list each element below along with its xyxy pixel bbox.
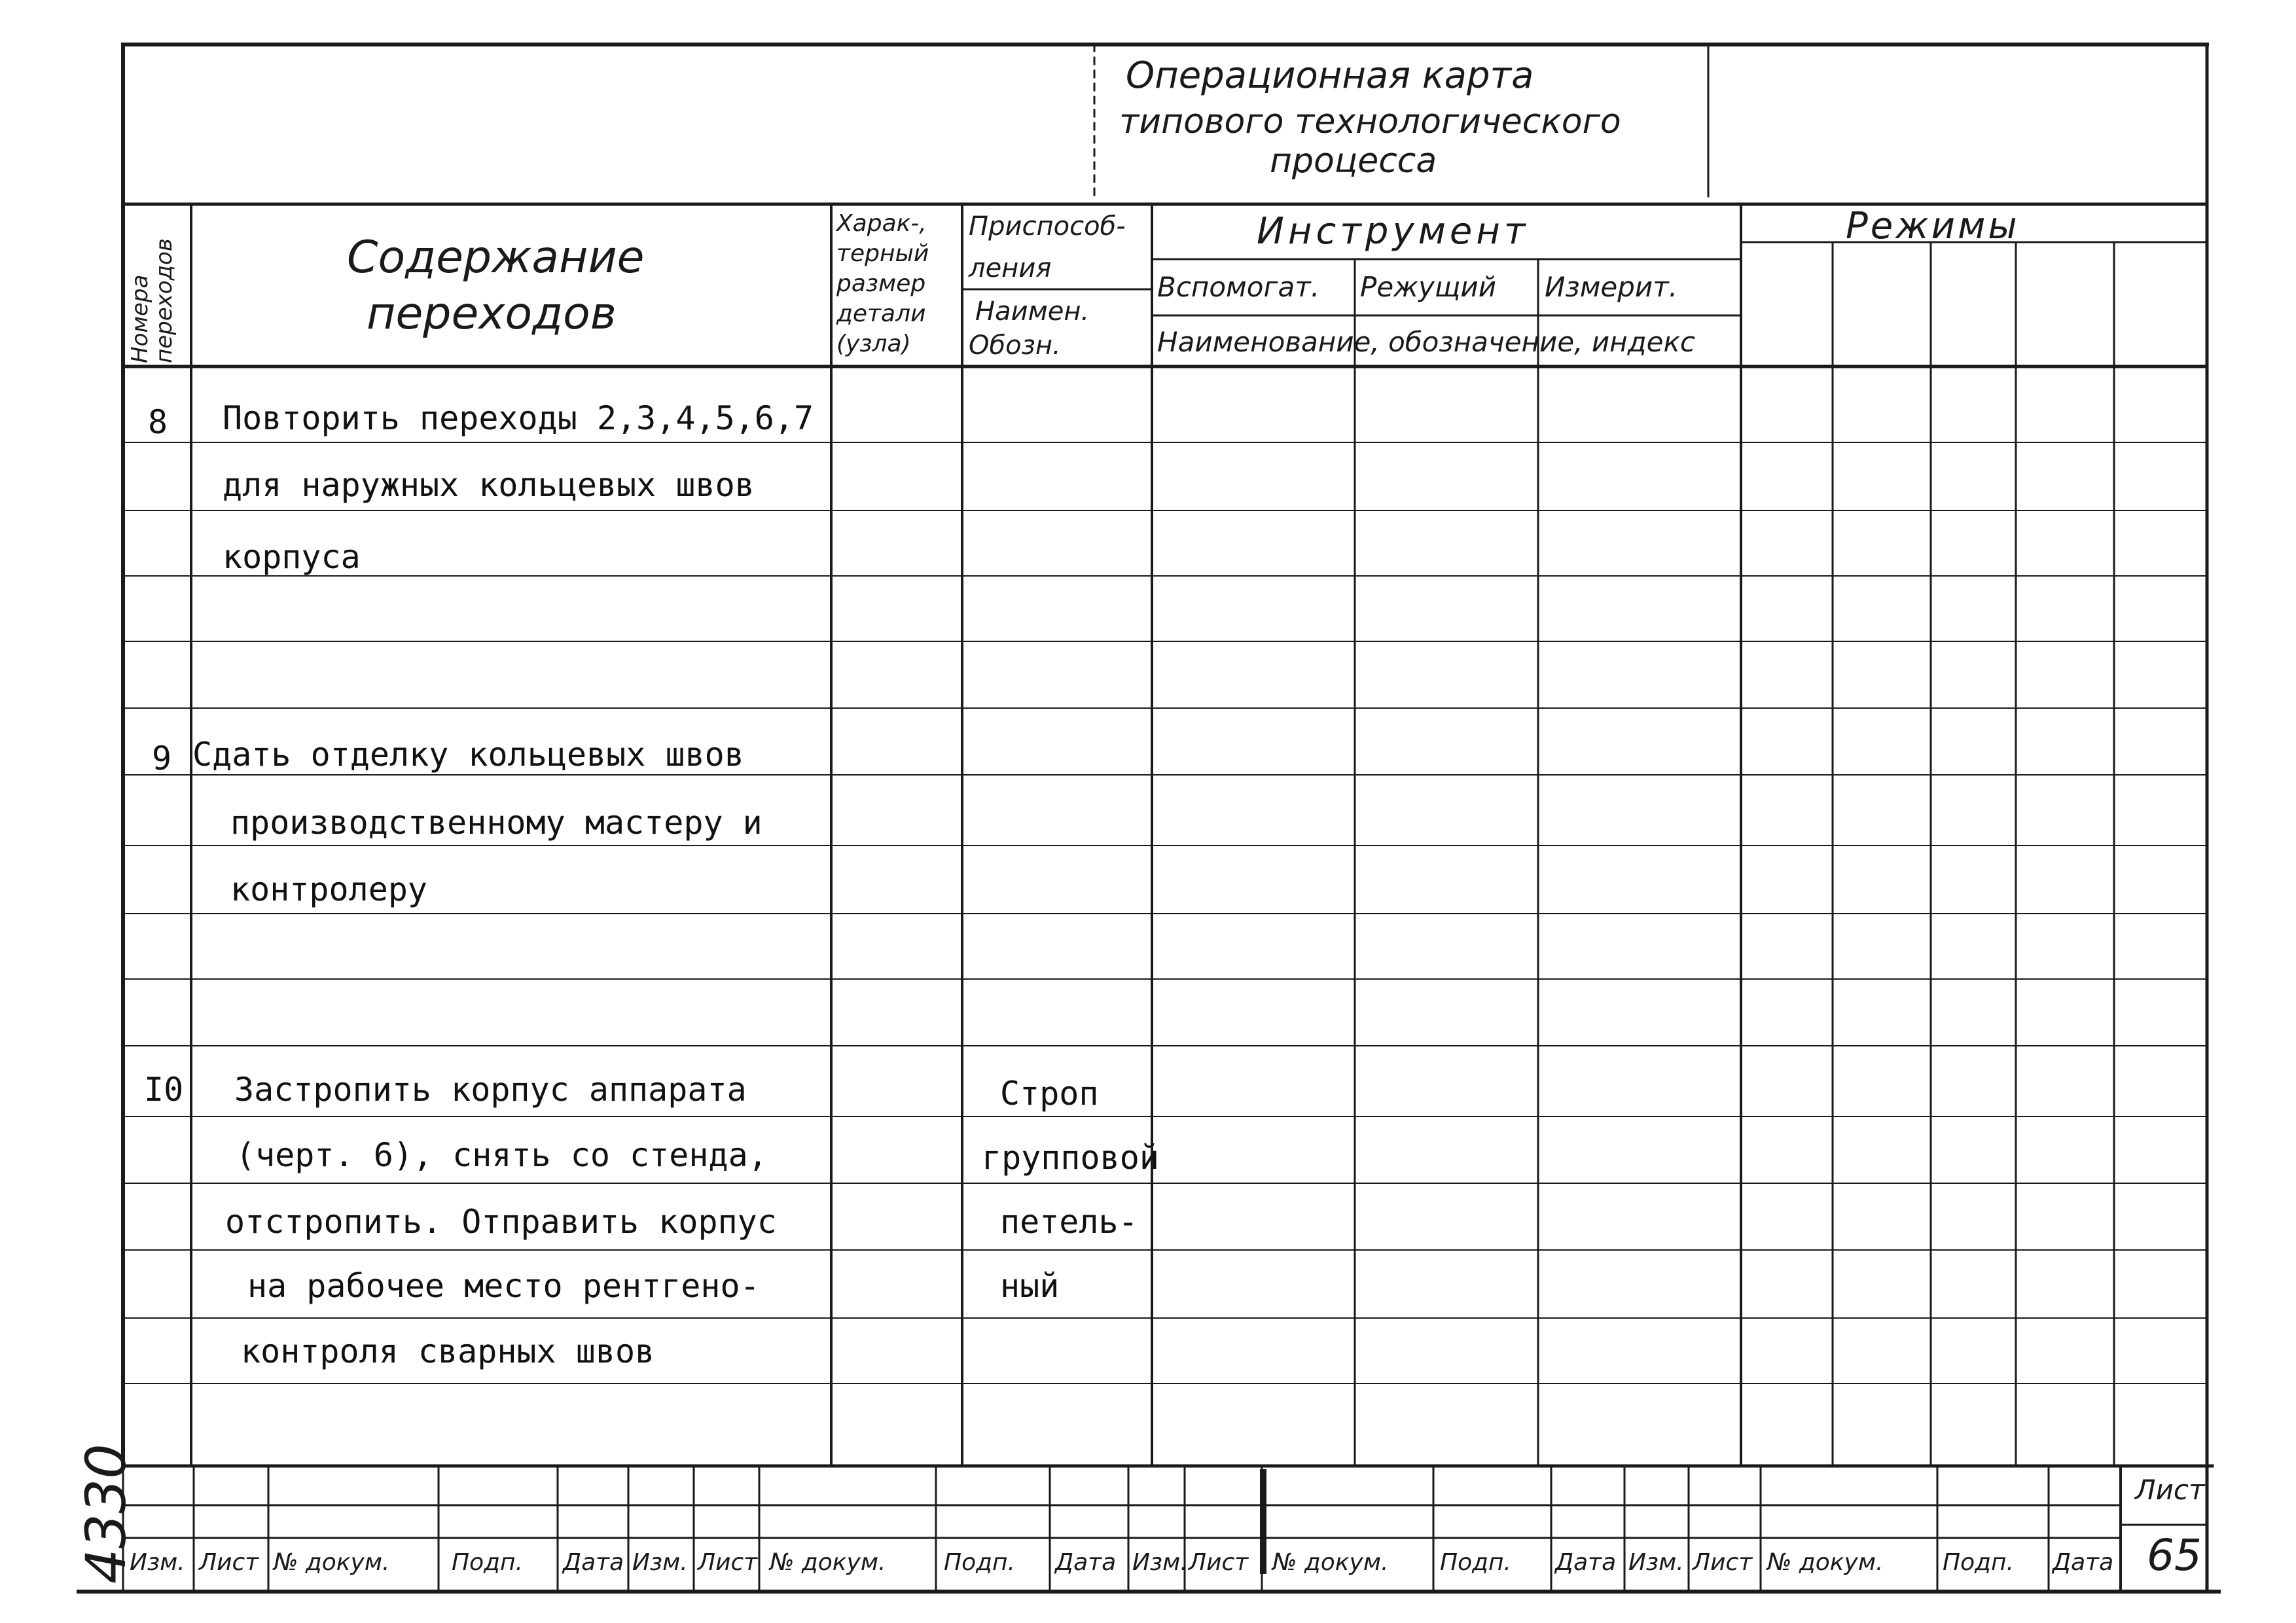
row-10-num: I0 — [144, 1071, 184, 1109]
col-header-size-3: размер — [836, 270, 926, 297]
col-header-size-4: детали — [836, 300, 926, 327]
row-10-text-2: (черт. 6), снять со стенда, — [236, 1136, 768, 1174]
row-8-text-2: для наружных кольцевых швов — [223, 466, 755, 504]
row-9-text-1: Сдать отделку кольцевых швов — [192, 736, 744, 774]
footer-izm-2: Изм. — [632, 1549, 688, 1576]
col-header-fixture-1: Приспособ- — [969, 211, 1126, 241]
card-title-line1: Операционная карта — [1126, 54, 1534, 97]
card-title-line2: типового технологического — [1119, 102, 1621, 141]
col-header-content-2: переходов — [367, 288, 617, 340]
row-8-text-1: Повторить переходы 2,3,4,5,6,7 — [223, 399, 814, 437]
footer-sheet-number: 65 — [2147, 1530, 2202, 1580]
footer-doc-2: № докум. — [770, 1549, 886, 1576]
col-header-tool-names: Наименование, обозначение, индекс — [1157, 326, 1695, 358]
col-header-size-1: Харак-, — [836, 210, 927, 237]
row-8-text-3: корпуса — [223, 538, 361, 576]
row-9-text-3: контролеру — [230, 870, 428, 908]
footer-data-1: Дата — [563, 1549, 624, 1576]
card-title-line3: процесса — [1270, 141, 1437, 181]
footer-list-4: Лист — [1693, 1549, 1753, 1576]
col-header-modes: Режимы — [1846, 205, 2020, 247]
footer-podp-4: Подп. — [1943, 1549, 2014, 1576]
footer-sheet-label: Лист — [2135, 1474, 2205, 1506]
row-10-fixture-2: групповой — [982, 1139, 1159, 1177]
row-9-text-2: производственному мастеру и — [230, 804, 762, 842]
col-header-tool-aux: Вспомогат. — [1157, 271, 1320, 303]
footer-izm-3: Изм. — [1132, 1549, 1188, 1576]
row-10-fixture-3: петель- — [1000, 1203, 1138, 1241]
col-header-tool-meas: Измерит. — [1545, 271, 1678, 303]
footer-data-2: Дата — [1055, 1549, 1117, 1576]
row-10-fixture-4: ный — [1000, 1267, 1060, 1305]
footer-doc-1: № докум. — [274, 1549, 390, 1576]
col-header-fixture-2: ления — [969, 253, 1052, 283]
side-archive-number: 4330 — [74, 1444, 138, 1584]
footer-doc-4: № докум. — [1767, 1549, 1884, 1576]
footer-list-1: Лист — [199, 1549, 259, 1576]
footer-izm-4: Изм. — [1628, 1549, 1684, 1576]
col-header-fixture-code: Обозн. — [969, 330, 1061, 361]
col-header-size-5: (узла) — [836, 330, 911, 357]
row-10-fixture-1: Строп — [1000, 1075, 1099, 1113]
col-header-fixture-name: Наимен. — [975, 296, 1090, 327]
footer-list-2: Лист — [698, 1549, 758, 1576]
footer-podp-2: Подп. — [944, 1549, 1015, 1576]
footer-list-3: Лист — [1189, 1549, 1249, 1576]
footer-podp-3: Подп. — [1440, 1549, 1511, 1576]
footer-doc-3: № докум. — [1272, 1549, 1389, 1576]
footer-data-4: Дата — [2053, 1549, 2114, 1576]
footer-data-3: Дата — [1555, 1549, 1617, 1576]
col-header-tool: Инструмент — [1257, 210, 1530, 253]
row-10-text-1: Застропить корпус аппарата — [234, 1071, 747, 1109]
row-10-text-4: на рабочее место рентгено- — [247, 1267, 760, 1305]
footer-izm-1: Изм. — [130, 1549, 185, 1576]
col-header-content-1: Содержание — [347, 232, 645, 283]
row-8-num: 8 — [148, 403, 168, 441]
row-10-text-5: контроля сварных швов — [241, 1332, 655, 1370]
row-10-text-3: отстропить. Отправить корпус — [225, 1203, 777, 1241]
footer-podp-1: Подп. — [452, 1549, 523, 1576]
col-header-size-2: терный — [836, 240, 929, 267]
row-9-num: 9 — [152, 740, 172, 777]
col-header-num: Номера переходов — [127, 238, 178, 363]
col-header-tool-cut: Режущий — [1360, 271, 1497, 303]
